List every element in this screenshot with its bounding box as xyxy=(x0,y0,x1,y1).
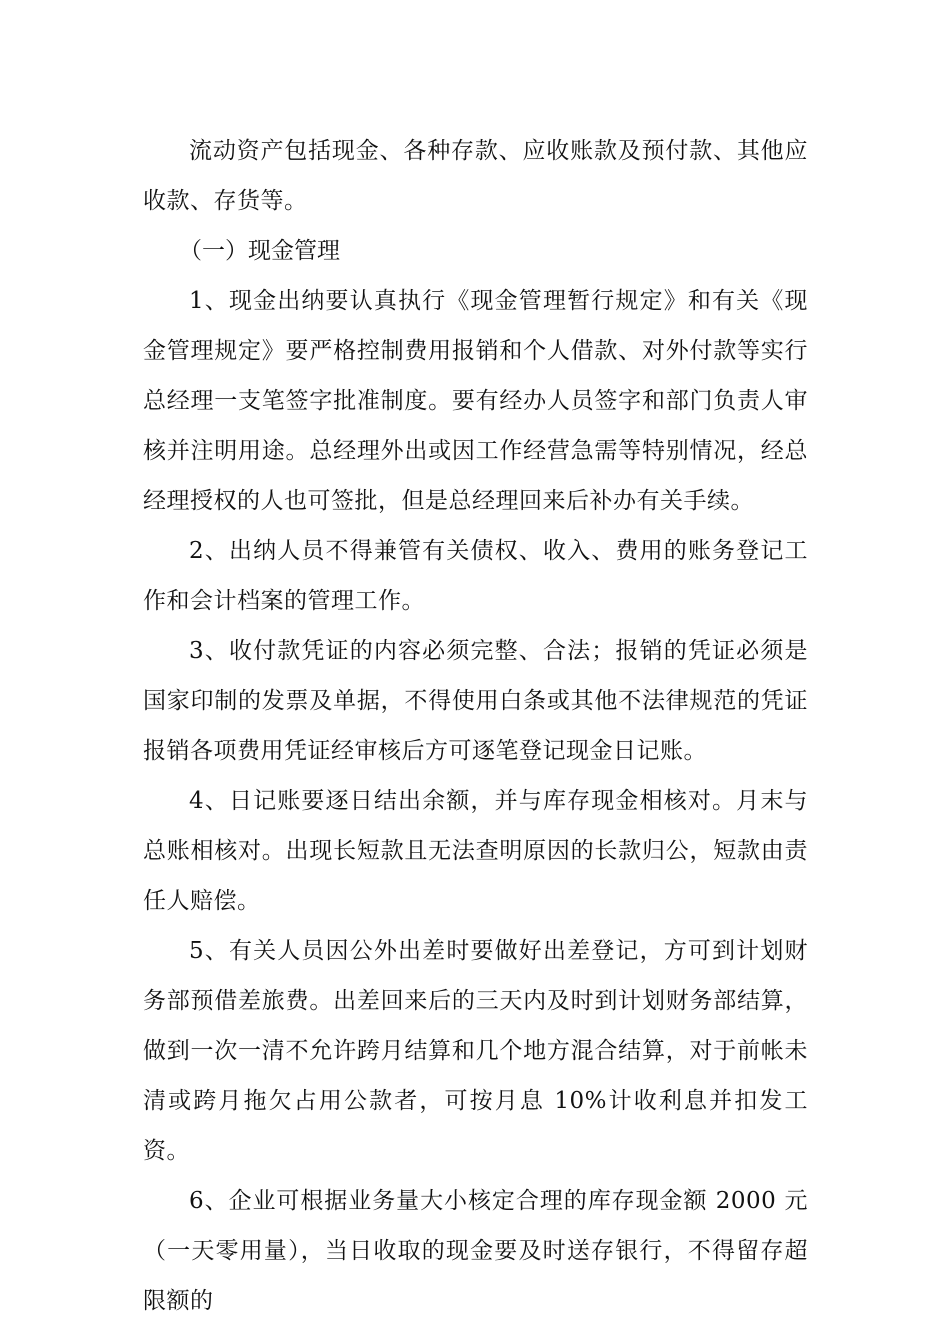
rule-item-6: 6、企业可根据业务量大小核定合理的库存现金额 2000 元（一天零用量），当日收取的现金要及时送存银行，不得留存超限额的 xyxy=(143,1188,808,1314)
rule-item-1: 1、现金出纳要认真执行《现金管理暂行规定》和有关《现金管理规定》要严格控制费用报销和个人借款、对外付款等实行总经理一支笔签字批准制度。要有经办人员签字和部门负责人审核并注明用途。总经理外出或因工作经营急需等特别情况，经总经理授权的人也可签批，但是总经理回来后补办有关手续。 xyxy=(143,288,808,514)
rule-item-3: 3、收付款凭证的内容必须完整、合法；报销的凭证必须是国家印制的发票及单据，不得使用白条或其他不法律规范的凭证报销各项费用凭证经审核后方可逐笔登记现金日记账。 xyxy=(143,638,808,764)
rule-item-5: 5、有关人员因公外出差时要做好出差登记，方可到计划财务部预借差旅费。出差回来后的三天内及时到计划财务部结算，做到一次一清不允许跨月结算和几个地方混合结算，对于前帐未清或跨月拖欠占用公款者，可按月息 10%计收利息并扣发工资。 xyxy=(143,938,808,1164)
intro-paragraph: 流动资产包括现金、各种存款、应收账款及预付款、其他应收款、存货等。 xyxy=(143,138,808,214)
rule-item-4: 4、日记账要逐日结出余额，并与库存现金相核对。月末与总账相核对。出现长短款且无法查明原因的长款归公，短款由责任人赔偿。 xyxy=(143,788,808,914)
document-body xyxy=(143,126,808,1326)
rule-item-2: 2、出纳人员不得兼管有关债权、收入、费用的账务登记工作和会计档案的管理工作。 xyxy=(143,538,808,614)
section-heading: （一）现金管理 xyxy=(179,238,340,264)
